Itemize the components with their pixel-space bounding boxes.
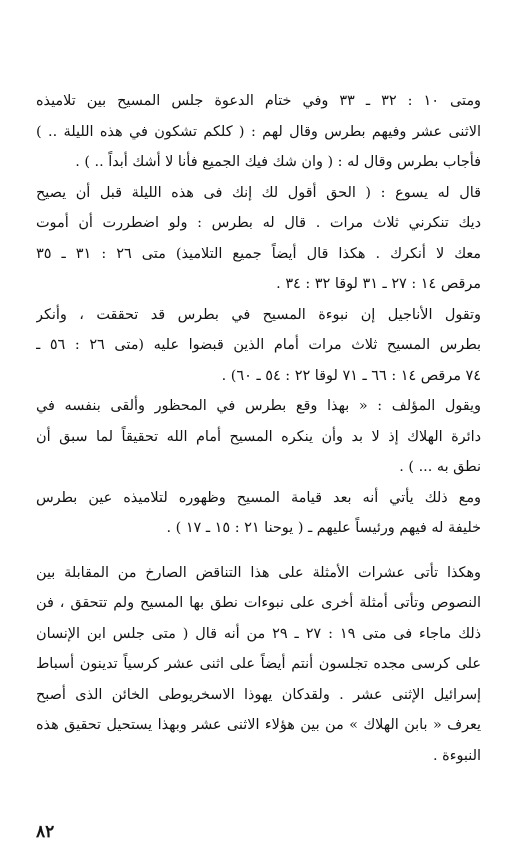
paragraph	[36, 391, 481, 483]
text-line: وتقول الأناجيل إن نبوءة المسيح في بطرس قد تحققت ، وأنكر	[36, 306, 481, 323]
text-line: فأجاب بطرس وقال له : ( وان شك فيك الجميع فأنا لا أشك أبداً .. ) .	[75, 154, 481, 170]
text-line: على كرسى مجده تجلسون أنتم أيضاً على اثنى عشر كرسياً تدينون أسباط	[36, 656, 481, 672]
text-line: ومع ذلك يأتي أنه بعد قيامة المسيح وظهوره لتلاميذه عين بطرس	[36, 489, 481, 506]
text-block-bottom	[36, 558, 481, 772]
text-line: خليفة له فيهم ورئيساً عليهم ـ ( يوحنا ٢١ : ١٥ ـ ١٧ ) .	[166, 520, 481, 536]
paragraph	[36, 300, 481, 392]
text-line: يعرف « بابن الهلاك » من بين هؤلاء الاثنى عشر وبهذا يستحيل تحقيق هذه	[36, 717, 481, 733]
text-line: ويقول المؤلف : « بهذا وقع بطرس في المحظور وألقى بنفسه في	[36, 398, 481, 414]
text-line: وهكذا تأتى عشرات الأمثلة على هذا التناقض الصارخ من المقابلة بين	[36, 564, 481, 581]
text-line: ذلك ماجاء فى متى ١٩ : ٢٧ ـ ٢٩ من أنه قال ( متى جلس ابن الإنسان	[36, 625, 481, 642]
text-block-top	[36, 86, 481, 544]
paragraph-gap	[36, 544, 481, 558]
paragraph	[36, 178, 481, 300]
text-line: معك لا أنكرك . هكذا قال أيضاً جميع التلاميذ) متى ٢٦ : ٣١ ـ ٣٥	[36, 245, 481, 262]
text-line: بطرس المسيح ثلاث مرات أمام الذين قبضوا عليه (متى ٢٦ : ٥٦ ـ	[36, 337, 481, 353]
text-line: النصوص وتأتى أمثلة أخرى على نبوءات نطق بها المسيح ولم تتحقق ، فن	[36, 595, 481, 611]
page-number: ٨٢	[36, 822, 55, 842]
text-line: ومتى ١٠ : ٣٢ ـ ٣٣ وفي ختام الدعوة جلس المسيح بين تلاميذه	[36, 93, 481, 109]
text-line: ديك تنكرني ثلاث مرات . قال له بطرس : ولو اضطررت أن أموت	[36, 215, 481, 231]
text-line: إسرائيل الإثنى عشر . ولقدكان يهوذا الاسخريوطى الخائن الذى أصبح	[36, 686, 481, 703]
text-line: الاثنى عشر وفيهم بطرس وقال لهم : ( كلكم تشكون في هذه الليلة .. )	[36, 123, 481, 140]
text-line: دائرة الهلاك إذ لا بد وأن ينكره المسيح أمام الله تحقيقاً لما سبق أن	[36, 428, 481, 445]
text-line: النبوءة .	[433, 747, 481, 764]
text-line: ٧٤ مرقص ١٤ : ٦٦ ـ ٧١ لوقا ٢٢ : ٥٤ ـ ٦٠) .	[221, 367, 481, 384]
paragraph	[36, 558, 481, 772]
paragraph	[36, 86, 481, 178]
text-line: نطق به ... ) .	[399, 459, 481, 475]
text-line: قال له يسوع : ( الحق أقول لك إنك فى هذه الليلة قبل أن يصيح	[36, 184, 481, 201]
paragraph	[36, 483, 481, 544]
text-line: مرقص ١٤ : ٢٧ ـ ٣١ لوقا ٣٢ : ٣٤ .	[276, 276, 481, 292]
